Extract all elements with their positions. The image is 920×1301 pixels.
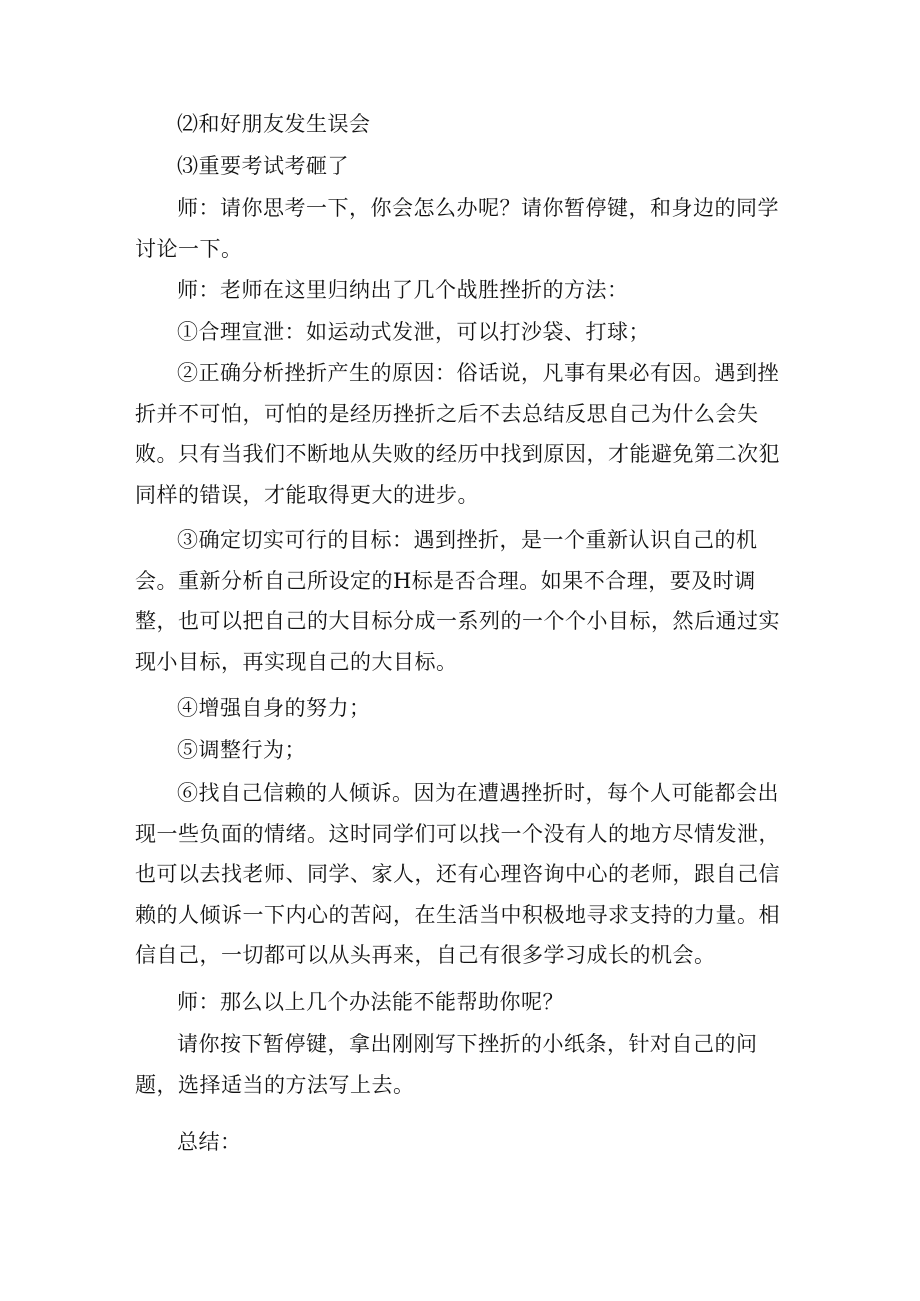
list-item-exam-failure: ⑶重要考试考砸了 — [177, 154, 349, 178]
teacher-question-paragraph: 师：请你思考一下，你会怎么办呢？请你暂停键，和身边的同学讨论一下。 — [135, 196, 779, 261]
summary-heading: 总结： — [177, 1130, 242, 1154]
activity-instruction: 请你按下暂停键，拿出刚刚写下挫折的小纸条，针对自己的问题，选择适当的方法写上去。 — [135, 1032, 758, 1097]
method-3-set-goals: ③确定切实可行的目标：遇到挫折，是一个重新认识自己的机会。重新分析自己所设定的H标是否合理。如果不合理，要及时调整，也可以把自己的大目标分成一系列的一个个小目标，然后通过实现小目标，再实现自己的大目标。 — [135, 528, 780, 674]
method-4-effort: ④增强自身的努力； — [177, 696, 371, 720]
method-5-adjust-behavior: ⑤调整行为； — [177, 738, 306, 762]
list-item-misunderstanding: ⑵和好朋友发生误会 — [177, 112, 371, 136]
method-6-confide: ⑥找自己信赖的人倾诉。因为在遭遇挫折时，每个人可能都会出现一些负面的情绪。这时同学们可以找一个没有人的地方尽情发泄，也可以去找老师、同学、家人，还有心理咨询中心的老师，跟自己信赖的人倾诉一下内心的苦闷，在生活当中积极地寻求支持的力量。相信自己，一切都可以从头再来，自己有很多学习成长的机会。 — [135, 781, 780, 967]
method-2-analyze-causes: ②正确分析挫折产生的原因：俗话说，凡事有果必有因。遇到挫折并不可怕，可怕的是经历挫折之后不去总结反思自己为什么会失败。只有当我们不断地从失败的经历中找到原因，才能避免第二次犯同样的错误，才能取得更大的进步。 — [135, 361, 780, 507]
teacher-followup-question: 师：那么以上几个办法能不能帮助你呢？ — [177, 990, 564, 1014]
teacher-methods-intro: 师：老师在这里归纳出了几个战胜挫折的方法： — [177, 278, 629, 302]
method-1-vent: ①合理宣泄：如运动式发泄，可以打沙袋、打球； — [177, 320, 650, 344]
